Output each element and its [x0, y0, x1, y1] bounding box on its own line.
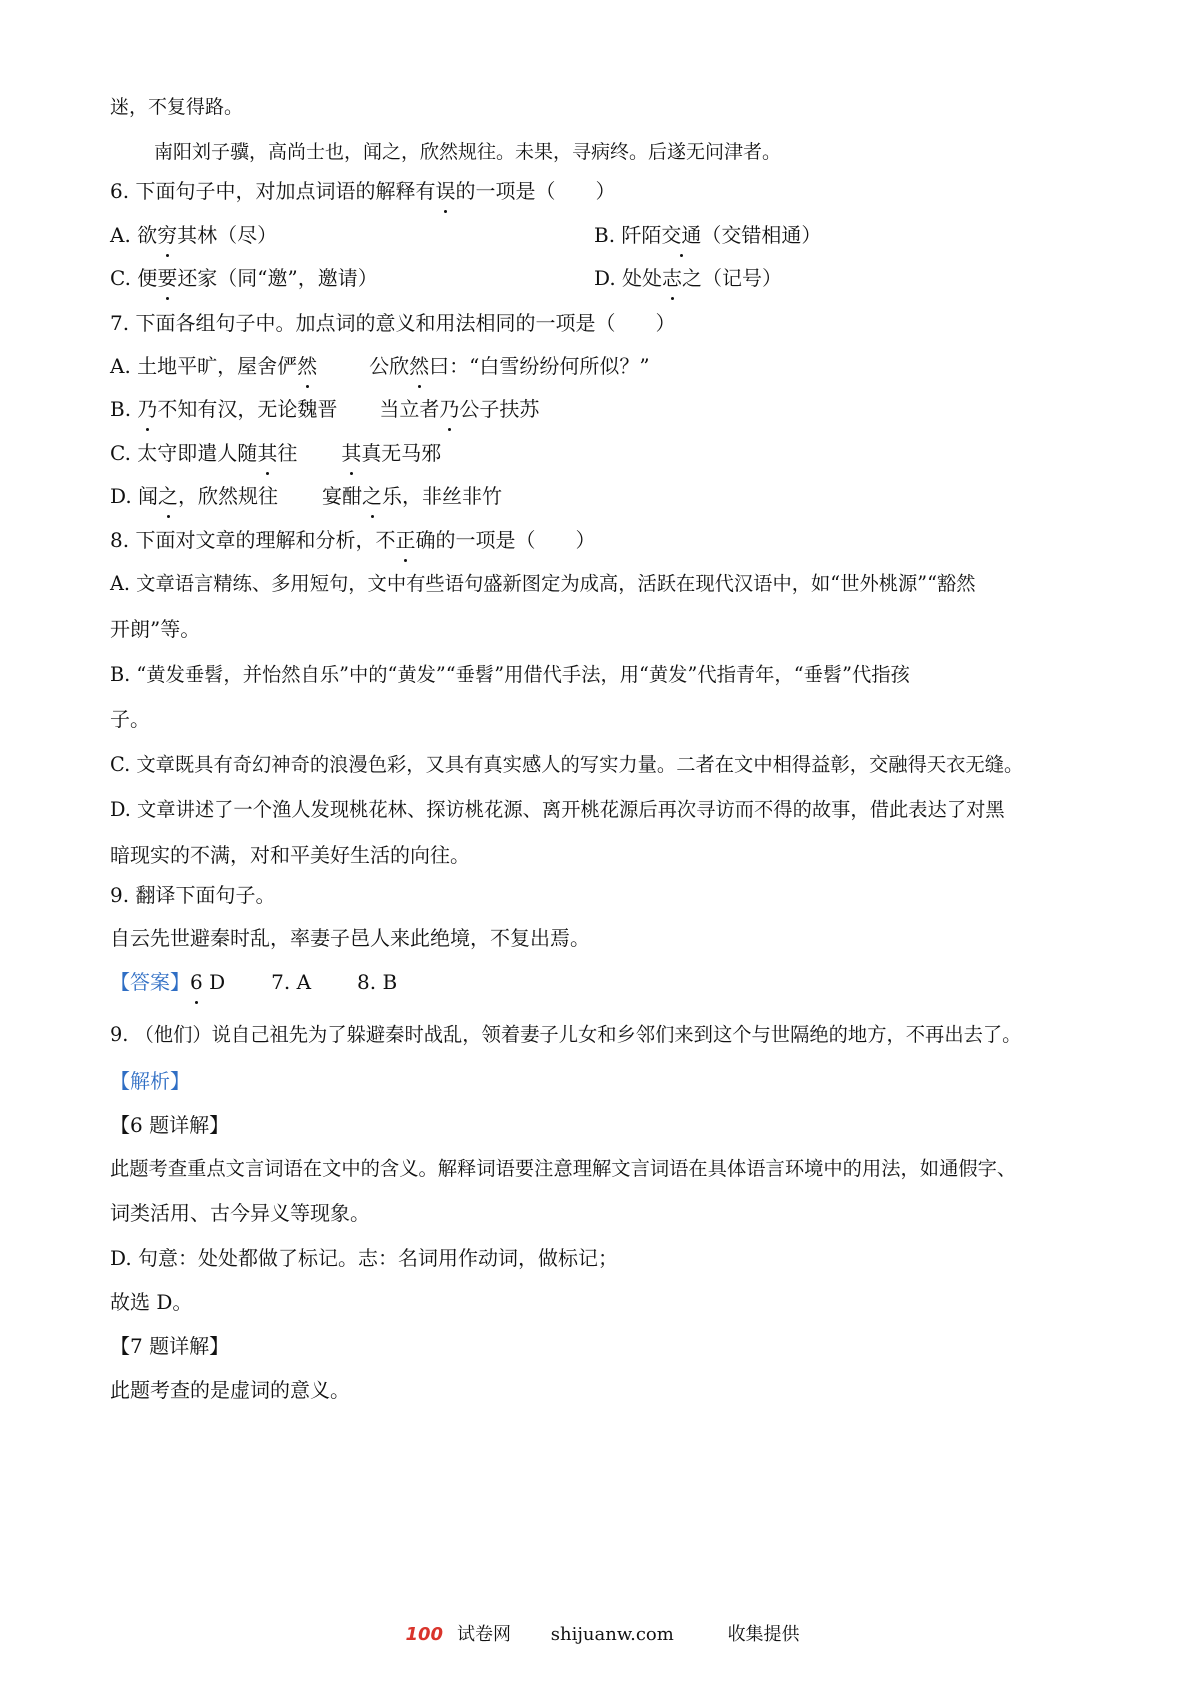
q6-option-d: D. 处处志之（记号） — [594, 263, 782, 293]
q7-option-a: A. 土地平旷，屋舍俨然 公欣然曰：“白雪纷纷何所似？” — [110, 351, 650, 381]
footer-note: 收集提供 — [727, 1624, 800, 1645]
detail-7-tag: 【7 题详解】 — [110, 1334, 230, 1358]
detail-6-text: 此题考查重点文言词语在文中的含义。解释词语要注意理解文言词语在具体语言环境中的用法，如通假字、 — [110, 1157, 1017, 1180]
q6-option-b: B. 阡陌交通（交错相通） — [594, 220, 821, 250]
detail-6-text: D. 句意：处处都做了标记。志：名词用作动词，做标记； — [110, 1246, 619, 1270]
q7-option-c: C. 太守即遣人随其往 其真无马邪 — [110, 438, 441, 468]
answer-tag: 【答案】 — [110, 970, 190, 994]
q8-option-b: B. “黄发垂髫，并怡然自乐”中的“黄发”“垂髫”用借代手法，用“黄发”代指青年，“垂髫”代指孩 — [110, 663, 910, 686]
question-9: 9. 翻译下面句子。 — [110, 883, 276, 907]
detail-7-text: 此题考查的是虚词的意义。 — [110, 1378, 350, 1402]
passage-line: 南阳刘子骥，高尚士也，闻之，欣然规往。未果，寻病终。后遂无问津者。 — [154, 141, 782, 163]
q6-option-a: A. 欲穷其林（尽） — [110, 220, 277, 250]
q7-option-b: B. 乃不知有汉，无论魏晋 当立者乃公子扶苏 — [110, 394, 539, 424]
q8-option-a: A. 文章语言精练、多用短句，文中有些语句盛新图定为成高，活跃在现代汉语中，如“世外桃源”“豁然 — [110, 572, 976, 595]
q7-option-d: D. 闻之，欣然规往 宴酣之乐，非丝非竹 — [110, 481, 502, 511]
q8-option-d: D. 文章讲述了一个渔人发现桃花林、探访桃花源、离开桃花源后再次寻访而不得的故事，借此表达了对黑 — [110, 798, 1005, 821]
q8-option-c: C. 文章既具有奇幻神奇的浪漫色彩，又具有真实感人的写实力量。二者在文中相得益彰，交融得天衣无缝。 — [110, 753, 1024, 776]
detail-6-tag: 【6 题详解】 — [110, 1113, 230, 1137]
q8-option-a-cont: 开朗”等。 — [110, 617, 201, 641]
answer-9: 9. （他们）说自己祖先为了躲避秦时战乱，领着妻子儿女和乡邻们来到这个与世隔绝的地方，不再出去了。 — [110, 1023, 1022, 1046]
detail-6-text: 词类活用、古今异义等现象。 — [110, 1201, 370, 1225]
question-8: 8. 下面对文章的理解和分析，不正确的一项是（ ） — [110, 525, 595, 555]
question-6: 6. 下面句子中，对加点词语的解释有误的一项是（ ） — [110, 176, 615, 206]
detail-6-text: 故选 D。 — [110, 1290, 193, 1314]
q6-option-c: C. 便要还家（同“邀”，邀请） — [110, 263, 378, 293]
site-url[interactable]: shijuanw.com — [550, 1624, 674, 1645]
answer-line: 【答案】6 D 7. A 8. B — [110, 967, 397, 997]
question-7: 7. 下面各组句子中。加点词的意义和用法相同的一项是（ ） — [110, 311, 676, 335]
passage-line: 迷，不复得路。 — [110, 96, 244, 118]
q8-option-b-cont: 子。 — [110, 707, 150, 731]
site-logo: 100 — [405, 1624, 444, 1645]
q9-sentence: 自云先世避秦时乱，率妻子邑人来此绝境，不复出焉。 — [110, 926, 590, 950]
page-footer — [0, 1620, 1191, 1646]
analysis-tag: 【解析】 — [110, 1069, 190, 1093]
site-name: 试卷网 — [457, 1624, 512, 1645]
q8-option-d-cont: 暗现实的不满，对和平美好生活的向往。 — [110, 843, 470, 867]
